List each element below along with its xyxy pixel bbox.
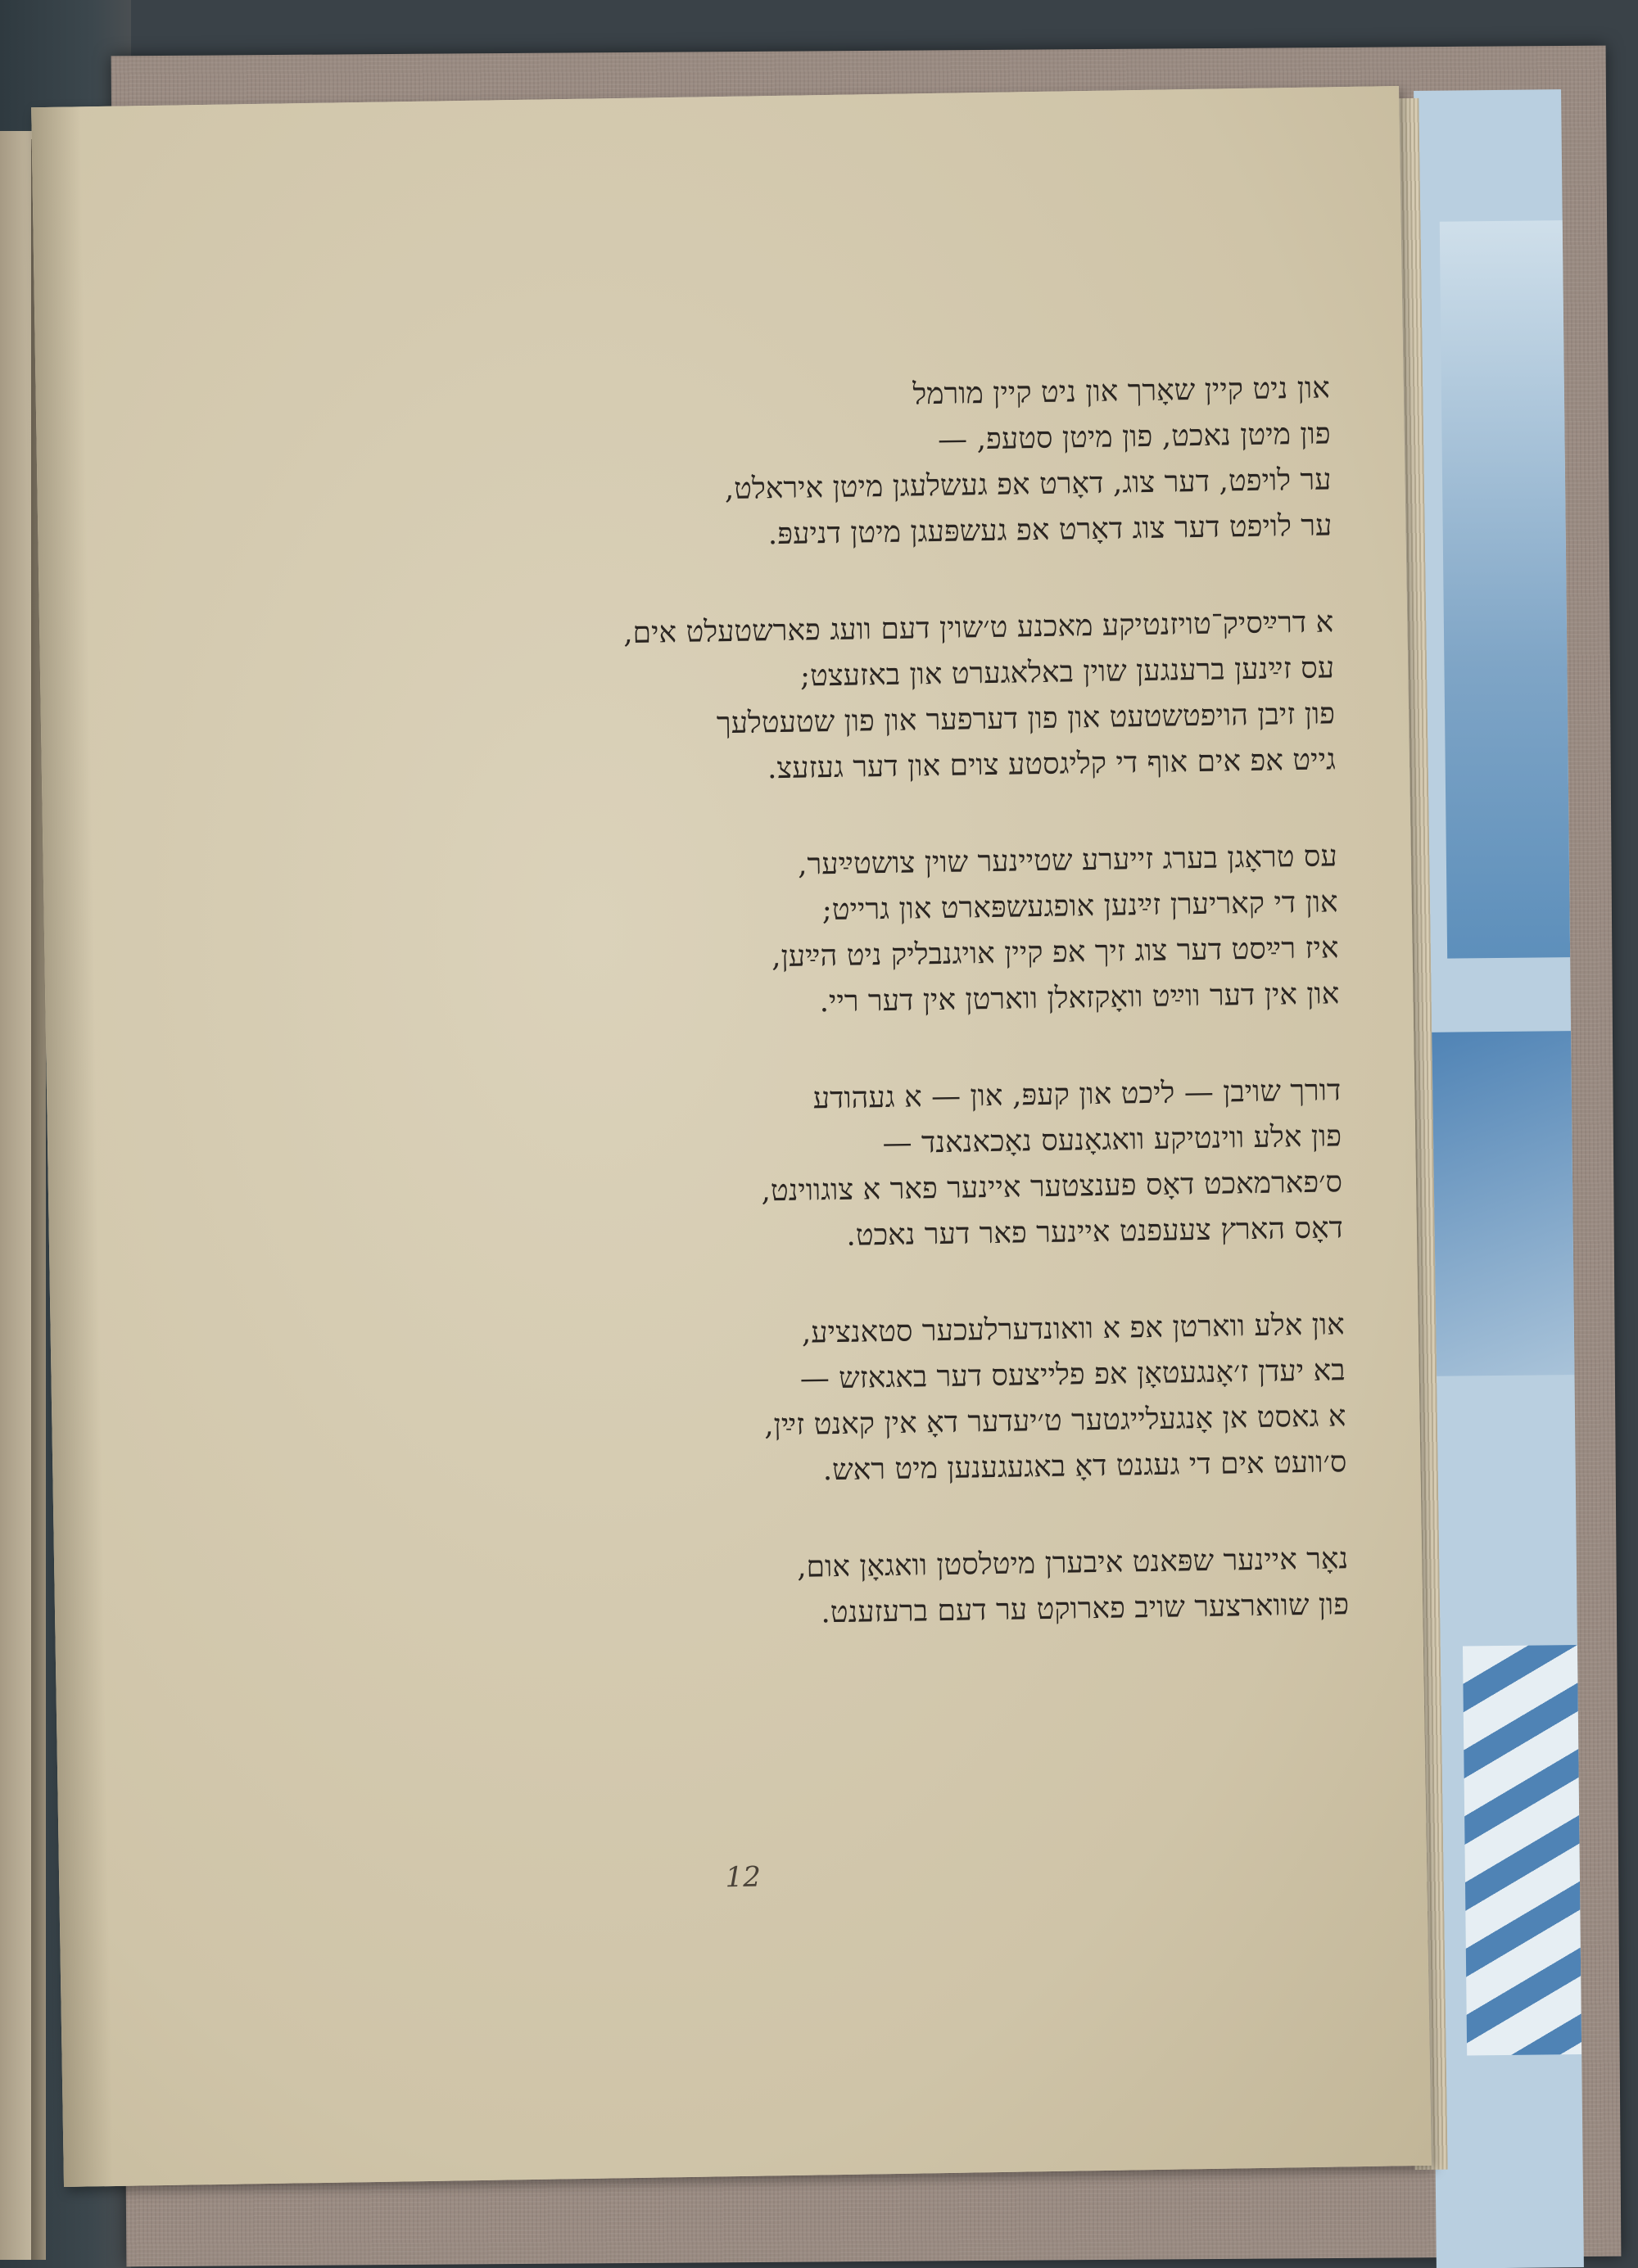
poem-line: ס׳פארמאכט דאָס פענצטער איינער פאר א צוגווינט,	[761, 1165, 1343, 1209]
stanza	[374, 1068, 1343, 1267]
poem-line: דורך שויבן — ליכט און קעפּ, און — א געהודע	[812, 1073, 1342, 1116]
endpaper-print	[1423, 1031, 1574, 1376]
poem-line: ער לויפט, דער צוג, דאָרט אפ געשלעגן מיטן איראלט,	[724, 463, 1332, 507]
poem-line: דאָס הארץ צעעפנט איינער פאר דער נאכט.	[846, 1211, 1344, 1253]
page-number: 12	[725, 1860, 762, 1895]
poem-line: עס זײַנען ברענגען שוין באלאגערט און באזעצט;	[799, 651, 1335, 694]
stanza	[367, 599, 1336, 798]
endpaper-print	[1463, 1645, 1581, 2055]
poem-line: און ניט קיין שאָרך און ניט קיין מורמל	[912, 371, 1331, 412]
poem-line: א גאסט אן אָנגעלייגטער ט׳יעדער דאָ אין קאנט זײַן,	[763, 1399, 1346, 1443]
poem-line: ער לויפט דער צוג דאָרט אפ געשפּעגן מיטן דניעפּ.	[767, 508, 1333, 552]
poem-line: פון זיבן הויפטשטעט און פון דערפער און פון שטעטלעך	[716, 697, 1336, 741]
poem-body	[363, 365, 1350, 1693]
poem-line: גייט אפ אים אוף די קליגסטע צוים און דער געזעצ.	[767, 743, 1337, 786]
poem-line: נאָר איינער שפּאנט איבערן מיטלסטן וואגאָן אום,	[796, 1542, 1349, 1584]
stanza	[378, 1302, 1346, 1501]
poem-line: פון מיטן נאכט, פון מיטן סטעפ, —	[937, 417, 1331, 457]
stanza	[363, 365, 1332, 564]
poem-line: פון אלע ווינטיקע וואגאָנעס נאָכאנאנד —	[882, 1119, 1342, 1161]
poem-line: איז רײַסט דער צוג זיך אפ קיין אויגנבליק ניט הײַען,	[771, 931, 1339, 974]
poem-line: א דרײַסיק־טויזנטיקע מאכנע ט׳שוין דעם וועג פארשטעלט אים,	[622, 605, 1334, 650]
stanza	[382, 1536, 1350, 1643]
poem-line: און אין דער ווײַט וואָקזאלן ווארטן אין דער ריי.	[819, 977, 1340, 1019]
poem-line: עס טראָגן בערג זייערע שטיינער שוין צושטײַער,	[797, 839, 1338, 882]
left-page-sliver	[0, 131, 33, 2260]
poem-line: און די קאריערן זײַנען אופגעשפּארט און גרייט;	[821, 885, 1338, 928]
poem-line: פון שווארצער שויב פארוקט ער דעם ברעזענט.	[821, 1588, 1350, 1630]
poem-line: ס׳וועט אים די געגנט דאָ באגעגענען מיט ראש.	[822, 1445, 1347, 1488]
poem-line: בא יעדן ז׳אָנגעטאָן אפ פלייצעס דער באגאזש —	[799, 1353, 1346, 1396]
stanza	[370, 834, 1339, 1032]
endpaper-print	[1440, 220, 1570, 959]
poem-line: און אלע ווארטן אפ א וואונדערלעכער סטאנציע,	[801, 1308, 1346, 1350]
book-page	[31, 86, 1432, 2187]
